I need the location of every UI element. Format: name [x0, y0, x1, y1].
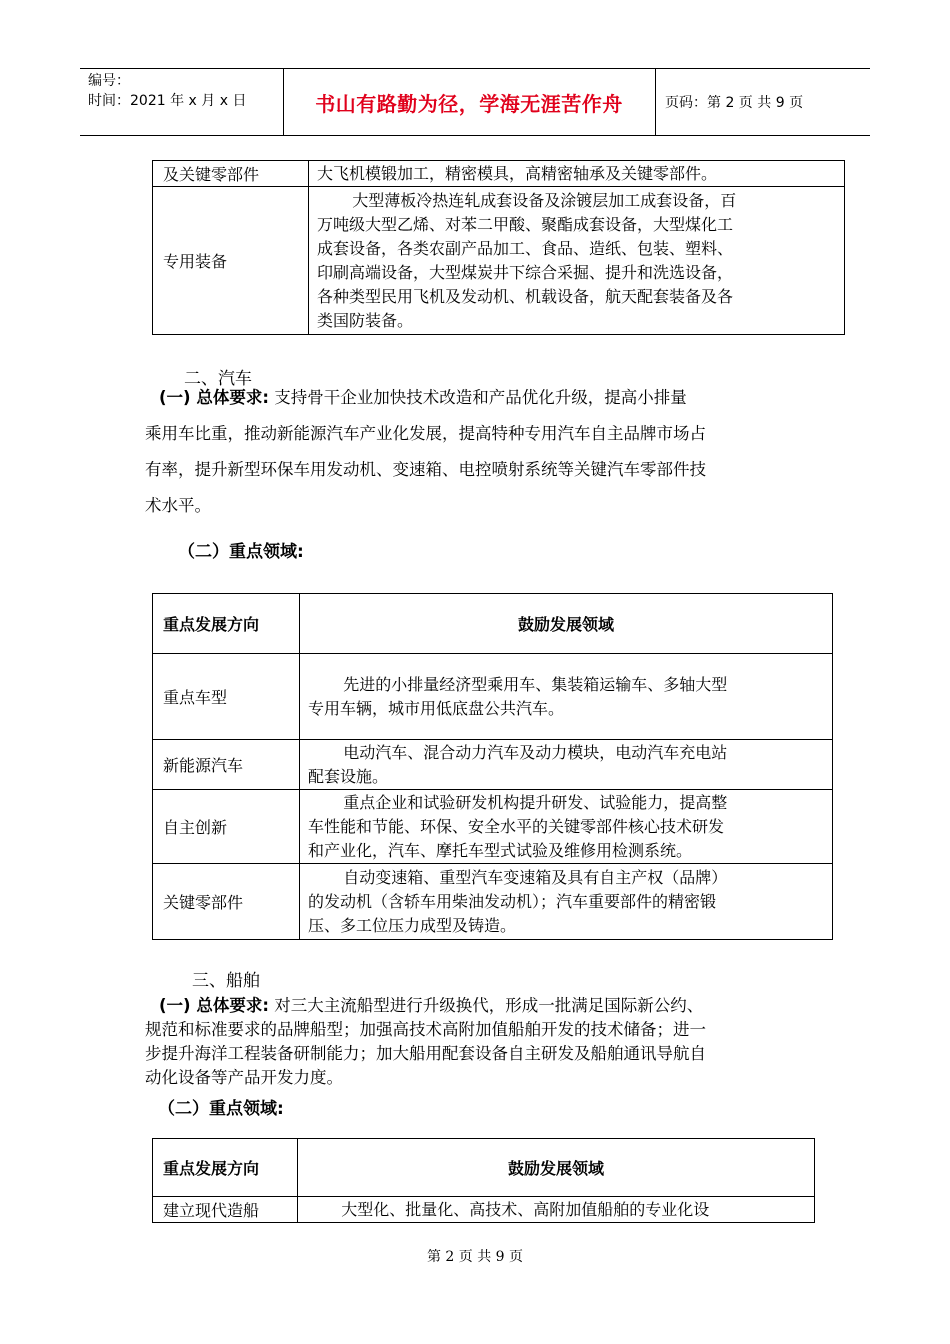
content-line: 成套设备，各类农副产品加工、食品、造纸、包装、塑料、 — [317, 238, 734, 258]
row-content — [309, 187, 845, 335]
content-line: 大型化、批量化、高技术、高附加值船舶的专业化设 — [341, 1199, 710, 1219]
row-label: 自主创新 — [153, 790, 300, 864]
header-field: 鼓励发展领域 — [300, 594, 833, 654]
ship-requirements — [145, 994, 706, 1090]
header-bottom-rule — [80, 135, 870, 136]
row-content — [300, 864, 833, 940]
table-row — [153, 161, 845, 187]
row-content — [298, 1197, 815, 1223]
table-row — [153, 1197, 815, 1223]
row-content — [300, 790, 833, 864]
content-line: 的发动机（含轿车用柴油发动机）；汽车重要部件的精密锻 — [308, 891, 717, 911]
table-header-row — [153, 594, 833, 654]
header-field: 鼓励发展领域 — [298, 1139, 815, 1197]
focus-label-ship: （二）重点领域: — [158, 1099, 284, 1119]
paragraph-line: 支持骨干企业加快技术改造和产品优化升级，提高小排量 — [274, 388, 687, 407]
row-content — [300, 654, 833, 740]
table-row — [153, 790, 833, 864]
content-line: 压、多工位压力成型及铸造。 — [308, 915, 517, 935]
section-title-auto: 二、汽车 — [184, 369, 252, 389]
content-line: 专用车辆，城市用低底盘公共汽车。 — [308, 698, 565, 718]
equipment-table — [152, 160, 845, 335]
content-line: 万吨级大型乙烯、对苯二甲酸、聚酯成套设备，大型煤化工 — [317, 214, 734, 234]
content-line: 重点企业和试验研发机构提升研发、试验能力，提高整 — [343, 792, 728, 812]
paragraph-line: 步提升海洋工程装备研制能力；加大船用配套设备自主研发及船舶通讯导航自 — [145, 1044, 706, 1063]
section-title-ship: 三、船舶 — [192, 971, 260, 991]
table-row — [153, 740, 833, 790]
table-header-row — [153, 1139, 815, 1197]
header-top-rule — [80, 68, 870, 69]
paragraph-line: 规范和标准要求的品牌船型；加强高技术高附加值船舶开发的技术储备；进一 — [145, 1020, 706, 1039]
row-label: 新能源汽车 — [153, 740, 300, 790]
content-line: 印刷高端设备，大型煤炭井下综合采掘、提升和洗选设备， — [317, 262, 734, 282]
paragraph-line: 动化设备等产品开发力度。 — [145, 1068, 343, 1087]
content-line: 和产业化，汽车、摩托车型式试验及维修用检测系统。 — [308, 840, 693, 860]
page-footer: 第 2 页 共 9 页 — [426, 1249, 524, 1265]
table-row — [153, 187, 845, 335]
row-label: 关键零部件 — [153, 864, 300, 940]
table-row — [153, 864, 833, 940]
doc-number-label: 编号： — [88, 73, 130, 89]
row-content — [300, 740, 833, 790]
content-line: 大型薄板冷热连轧成套设备及涂镀层加工成套设备，百 — [352, 190, 737, 210]
table-row — [153, 654, 833, 740]
page-indicator: 页码：第 2 页 共 9 页 — [665, 95, 804, 111]
auto-requirements — [145, 380, 706, 524]
paragraph-line: 对三大主流船型进行升级换代，形成一批满足国际新公约、 — [274, 996, 704, 1015]
row-label: 及关键零部件 — [153, 161, 309, 187]
header-direction: 重点发展方向 — [153, 594, 300, 654]
header-divider-right — [655, 68, 656, 136]
requirement-label: (一) 总体要求: — [159, 388, 269, 407]
row-label: 建立现代造船 — [153, 1197, 298, 1223]
ship-focus-table — [152, 1138, 815, 1223]
row-content — [309, 161, 845, 187]
content-line: 类国防装备。 — [317, 310, 414, 330]
content-line: 电动汽车、混合动力汽车及动力模块，电动汽车充电站 — [343, 742, 728, 762]
header-motto: 书山有路勤为径，学海无涯苦作舟 — [315, 92, 623, 116]
doc-date: 时间：2021 年 x 月 x 日 — [88, 93, 247, 109]
content-line: 各种类型民用飞机及发动机、机载设备，航天配套装备及各 — [317, 286, 734, 306]
requirement-label: (一) 总体要求: — [159, 996, 269, 1015]
auto-focus-table — [152, 593, 833, 940]
content-line: 自动变速箱、重型汽车变速箱及具有自主产权（品牌） — [343, 867, 728, 887]
header-direction: 重点发展方向 — [153, 1139, 298, 1197]
paragraph-line: 乘用车比重，推动新能源汽车产业化发展，提高特种专用汽车自主品牌市场占 — [145, 424, 706, 443]
paragraph-line: 术水平。 — [145, 496, 211, 515]
content-line: 配套设施。 — [308, 766, 389, 786]
content-line: 先进的小排量经济型乘用车、集装箱运输车、多轴大型 — [343, 674, 728, 694]
row-label: 重点车型 — [153, 654, 300, 740]
focus-label-auto: （二）重点领域: — [178, 542, 304, 562]
row-label: 专用装备 — [153, 187, 309, 335]
content-line: 车性能和节能、环保、安全水平的关键零部件核心技术研发 — [308, 816, 725, 836]
paragraph-line: 有率，提升新型环保车用发动机、变速箱、电控喷射系统等关键汽车零部件技 — [145, 460, 706, 479]
content-line: 大飞机模锻加工，精密模具，高精密轴承及关键零部件。 — [317, 163, 718, 183]
